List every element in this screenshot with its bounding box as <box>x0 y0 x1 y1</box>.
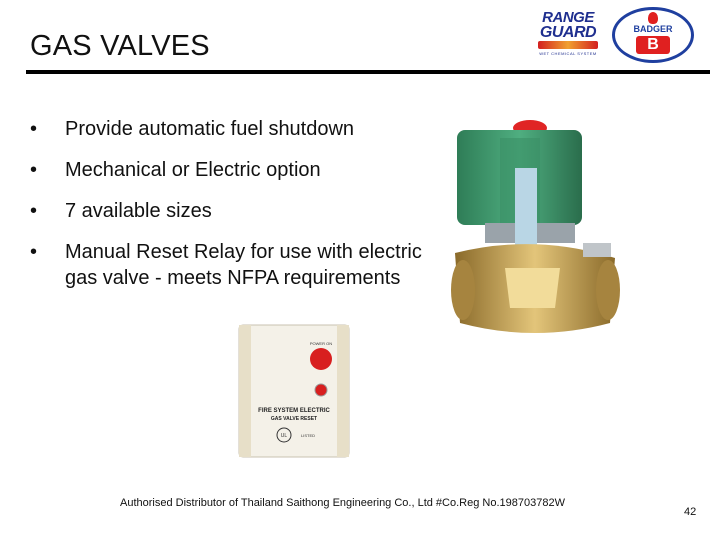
page-number: 42 <box>684 506 697 518</box>
badger-logo-mark: B <box>636 36 670 54</box>
footer-text: Authorised Distributor of Thailand Saithong Engineering Co., Ltd #Co.Reg No.198703782W <box>120 497 565 509</box>
range-guard-tagline: WET CHEMICAL SYSTEM <box>539 51 597 56</box>
relay-panel-text-2: GAS VALVE RESET <box>270 416 318 422</box>
bullet-marker: • <box>30 200 38 222</box>
relay-reset-button <box>315 384 327 396</box>
badger-logo-name: BADGER <box>633 24 673 34</box>
bullet-item <box>30 198 430 224</box>
bullet-text: 7 available sizes <box>65 200 212 222</box>
bullet-list <box>30 116 430 306</box>
bullet-text: Mechanical or Electric option <box>65 159 321 181</box>
slide-title: GAS VALVES <box>30 30 210 62</box>
bullet-marker: • <box>30 118 38 140</box>
title-divider <box>26 70 710 74</box>
bullet-item <box>30 116 430 142</box>
bullet-marker: • <box>30 159 38 181</box>
manual-reset-relay-image <box>237 323 351 459</box>
bullet-item <box>30 157 430 183</box>
ul-listed-label: LISTED <box>301 433 316 438</box>
range-guard-logo-line2: GUARD <box>539 24 597 41</box>
range-guard-logo-line1: RANGE <box>542 9 594 26</box>
range-guard-logo <box>533 10 603 60</box>
relay-panel-text-1: FIRE SYSTEM ELECTRIC <box>258 408 330 414</box>
range-guard-flame-icon <box>538 41 598 49</box>
badger-flame-icon <box>648 12 658 24</box>
ul-mark-text: UL <box>280 433 288 439</box>
relay-power-light <box>310 348 332 370</box>
bullet-text: Provide automatic fuel shutdown <box>65 118 355 140</box>
bullet-marker: • <box>30 241 38 263</box>
relay-power-label: POWER ON <box>309 341 333 346</box>
badger-logo <box>612 7 694 63</box>
gas-valve-image <box>445 118 625 348</box>
bullet-item <box>30 239 430 291</box>
relay-panel <box>239 325 349 457</box>
bullet-text: Manual Reset Relay for use with electric gas valve - meets NFPA requirements <box>65 241 422 289</box>
